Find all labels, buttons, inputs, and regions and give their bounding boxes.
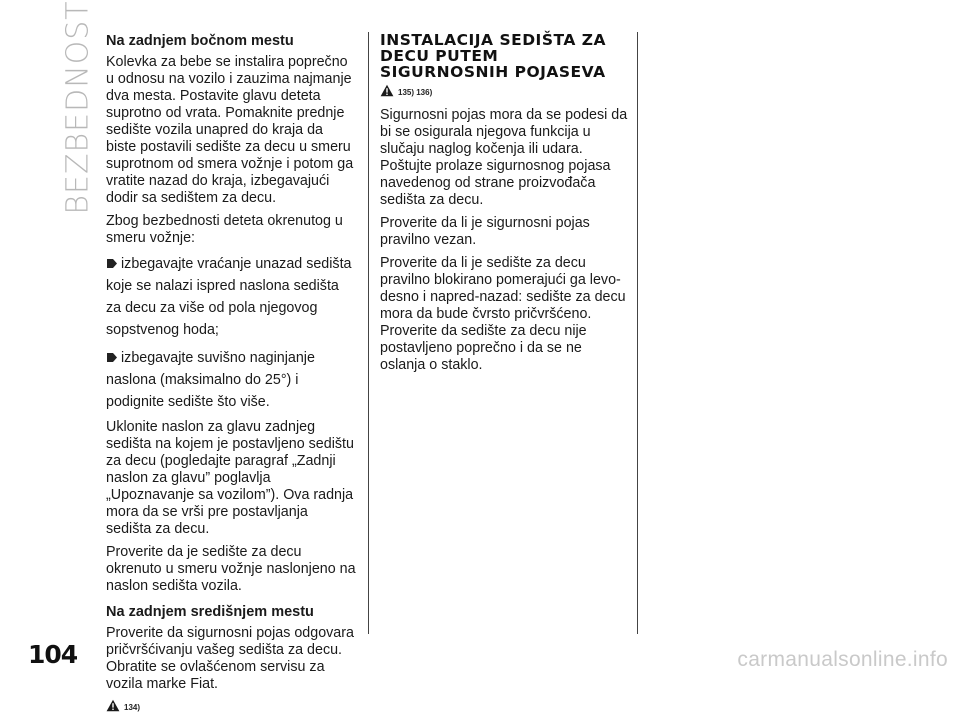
bullet-text-2: izbegavajte suvišno naginjanje naslona (maksimalno do 25°) i podignite sedište što više.: [106, 350, 315, 410]
warning-reference-left: [106, 699, 356, 712]
paragraph-center-seat: Proverite da sigurnosni pojas odgovara pričvršćivanju vašeg sedišta za decu. Obratite se ovlašćenom servisu za vozila marke Fiat.: [106, 625, 354, 692]
text-column-left: [106, 32, 356, 722]
warning-triangle-icon: [380, 84, 394, 97]
paragraph-forward-facing: Zbog bezbednosti deteta okrenutog u smeru vožnje:: [106, 213, 343, 246]
column-divider-left: [368, 32, 369, 634]
bullet-item-1: [106, 253, 356, 341]
paragraph-carrycot: Kolevka za bebe se instalira poprečno u odnosu na vozilo i zauzima najmanje dva mesta. Postavite glavu deteta suprotno od vrata. Pomaknite prednje sedište vozila unapred do kraja da biste postavili sedište za decu u smeru suprotnom od smera vožnje i potom ga vratite nazad do kraja, izbegavajući dodir sa sedištem za decu.: [106, 54, 354, 206]
warning-ref-text: 134): [124, 703, 141, 712]
paragraph-check-seat: Proverite da je sedište za decu okrenuto u smeru vožnje naslonjeno na naslon sedišta vozila.: [106, 544, 356, 594]
paragraph-belt-fastened: Proverite da li je sigurnosni pojas pravilno vezan.: [380, 215, 590, 248]
heading-rear-side-seat: Na zadnjem bočnom mestu: [106, 33, 294, 49]
heading-rear-center-seat: Na zadnjem središnjem mestu: [106, 604, 314, 620]
warning-triangle-icon: [106, 699, 120, 712]
chapter-side-title: BEZBEDNOST: [60, 0, 96, 215]
column-divider-right: [637, 32, 638, 634]
bullet-item-2: [106, 347, 356, 413]
section-title: INSTALACIJA SEDIŠTA ZA DECU PUTEM SIGURNOSNIH POJASEVA: [380, 31, 606, 81]
paragraph-belt-adjust: Sigurnosni pojas mora da se podesi da bi se osigurala njegova funkcija u slučaju naglog kočenja ili udara. Poštujte prolaze sigurnosnog pojasa navedenog od strane proizvođača sedišta za decu.: [380, 107, 628, 208]
watermark: carmanualsonline.info: [737, 648, 948, 671]
arrow-bullet-icon: [106, 352, 118, 363]
bullet-text-1: izbegavajte vraćanje unazad sedišta koje se nalazi ispred naslona sedišta za decu za više od pola njegovog sopstvenog hoda;: [106, 256, 352, 338]
warning-ref-text: 135) 136): [398, 88, 433, 97]
page-number: 104: [28, 640, 78, 669]
arrow-bullet-icon: [106, 258, 118, 269]
paragraph-head-restraint: Uklonite naslon za glavu zadnjeg sedišta na kojem je postavljeno sedištu za decu (pogledajte paragraf „Zadnji naslon za glavu” poglavlja „Upoznavanje sa vozilom”). Ova radnja mora da se vrši pre postavljanja sedišta za decu.: [106, 419, 354, 537]
text-column-right: [380, 32, 630, 380]
paragraph-seat-blocked: Proverite da li je sedište za decu pravilno blokirano pomerajući ga levo-desno i napred-nazad: sedište za decu mora da bude čvrsto pričvršćeno. Proverite da sedište za decu nije postavljeno poprečno i da se ne oslanja o staklo.: [380, 255, 626, 373]
warning-reference-right: [380, 84, 630, 97]
